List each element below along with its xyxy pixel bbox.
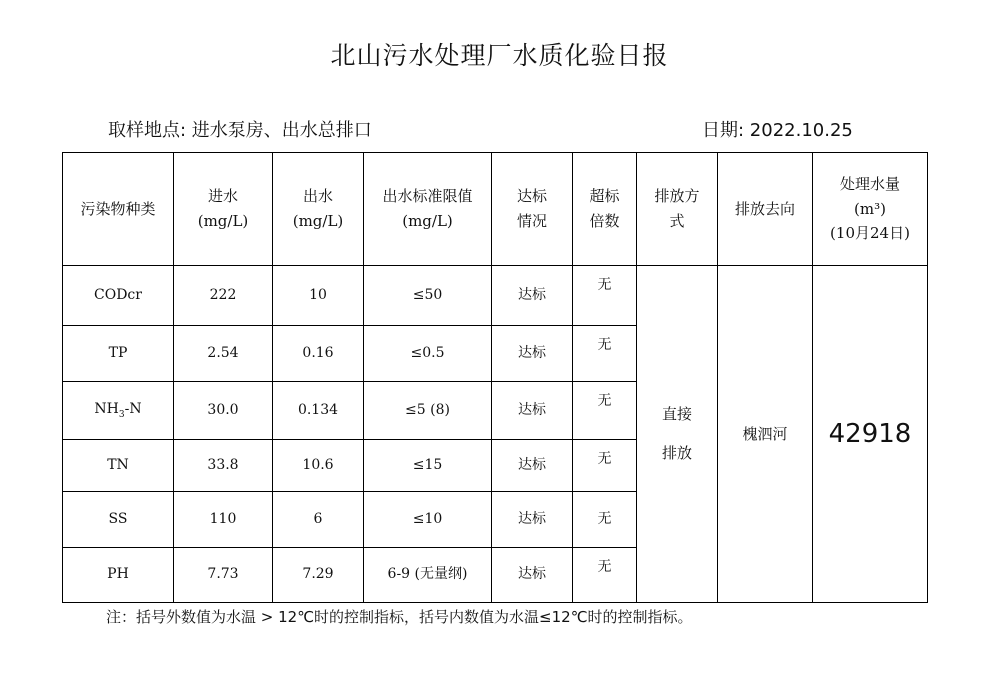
header-volume-date: (10月24日) xyxy=(830,224,910,243)
header-limit-unit: (mg/L) xyxy=(402,212,453,230)
treated-volume-cell: 42918 xyxy=(813,266,928,603)
influent-cell: 222 xyxy=(174,266,273,326)
limit-cell: ≤5 (8) xyxy=(364,382,492,440)
limit-cell: ≤10 xyxy=(364,492,492,548)
exceed-cell: 无 xyxy=(573,440,637,492)
header-effluent-unit: (mg/L) xyxy=(292,212,344,230)
header-effluent xyxy=(273,153,364,266)
exceed-cell: 无 xyxy=(573,382,637,440)
effluent-cell: 0.134 xyxy=(273,382,364,440)
pollutant-cell xyxy=(63,382,174,440)
header-effluent-label: 出水 xyxy=(302,187,333,206)
table-row xyxy=(63,266,928,326)
influent-cell: 110 xyxy=(174,492,273,548)
exceed-cell: 无 xyxy=(573,326,637,382)
discharge-destination-cell: 槐泗河 xyxy=(718,266,813,603)
header-volume-label: 处理水量 xyxy=(839,174,900,193)
pollutant-cell: TP xyxy=(63,326,174,382)
pollutant-cell: TN xyxy=(63,440,174,492)
header-influent-unit: (mg/L) xyxy=(197,212,249,230)
discharge-method-line1: 直接 xyxy=(661,405,692,423)
pollutant-cell: CODcr xyxy=(63,266,174,326)
header-influent xyxy=(174,153,273,266)
header-row xyxy=(63,153,928,266)
status-cell: 达标 xyxy=(492,382,573,440)
effluent-cell: 10 xyxy=(273,266,364,326)
influent-cell: 7.73 xyxy=(174,548,273,603)
report-date: 日期: 2022.10.25 xyxy=(702,120,853,141)
status-cell: 达标 xyxy=(492,440,573,492)
header-destination: 排放去向 xyxy=(718,153,813,266)
footnote: 注：括号外数值为水温 > 12℃时的控制指标，括号内数值为水温≤12℃时的控制指标。 xyxy=(106,608,693,626)
limit-cell: 6-9 (无量纲) xyxy=(364,548,492,603)
influent-cell: 30.0 xyxy=(174,382,273,440)
status-cell: 达标 xyxy=(492,326,573,382)
effluent-cell: 6 xyxy=(273,492,364,548)
header-method xyxy=(637,153,718,266)
status-cell: 达标 xyxy=(492,548,573,603)
exceed-cell: 无 xyxy=(573,492,637,548)
header-limit xyxy=(364,153,492,266)
pollutant-main: NH xyxy=(94,401,119,418)
pollutant-cell: PH xyxy=(63,548,174,603)
header-exceed xyxy=(573,153,637,266)
report-title: 北山污水处理厂水质化验日报 xyxy=(330,41,669,70)
header-method-line1: 排放方 xyxy=(654,187,700,206)
exceed-cell: 无 xyxy=(573,266,637,326)
limit-cell: ≤15 xyxy=(364,440,492,492)
status-cell: 达标 xyxy=(492,492,573,548)
header-status-line2: 情况 xyxy=(516,212,547,230)
limit-cell: ≤50 xyxy=(364,266,492,326)
effluent-cell: 10.6 xyxy=(273,440,364,492)
pollutant-cell: SS xyxy=(63,492,174,548)
header-method-line2: 式 xyxy=(669,212,685,230)
header-influent-label: 进水 xyxy=(207,187,238,206)
header-limit-label: 出水标准限值 xyxy=(382,187,473,206)
header-status xyxy=(492,153,573,266)
header-exceed-line1: 超标 xyxy=(589,187,620,206)
pollutant-subscript: 3 xyxy=(118,409,125,420)
limit-cell: ≤0.5 xyxy=(364,326,492,382)
status-cell: 达标 xyxy=(492,266,573,326)
effluent-cell: 0.16 xyxy=(273,326,364,382)
influent-cell: 2.54 xyxy=(174,326,273,382)
pollutant-tail: -N xyxy=(124,401,142,418)
sampling-location: 取样地点: 进水泵房、出水总排口 xyxy=(108,120,372,141)
header-volume xyxy=(813,153,928,266)
header-pollutant: 污染物种类 xyxy=(63,153,174,266)
exceed-cell: 无 xyxy=(573,548,637,603)
header-volume-unit: (m³) xyxy=(854,199,886,218)
effluent-cell: 7.29 xyxy=(273,548,364,603)
influent-cell: 33.8 xyxy=(174,440,273,492)
header-status-line1: 达标 xyxy=(516,187,547,206)
header-exceed-line2: 倍数 xyxy=(589,212,620,230)
water-quality-table xyxy=(62,152,928,603)
discharge-method-line2: 排放 xyxy=(661,444,692,462)
discharge-method-cell xyxy=(637,266,718,603)
